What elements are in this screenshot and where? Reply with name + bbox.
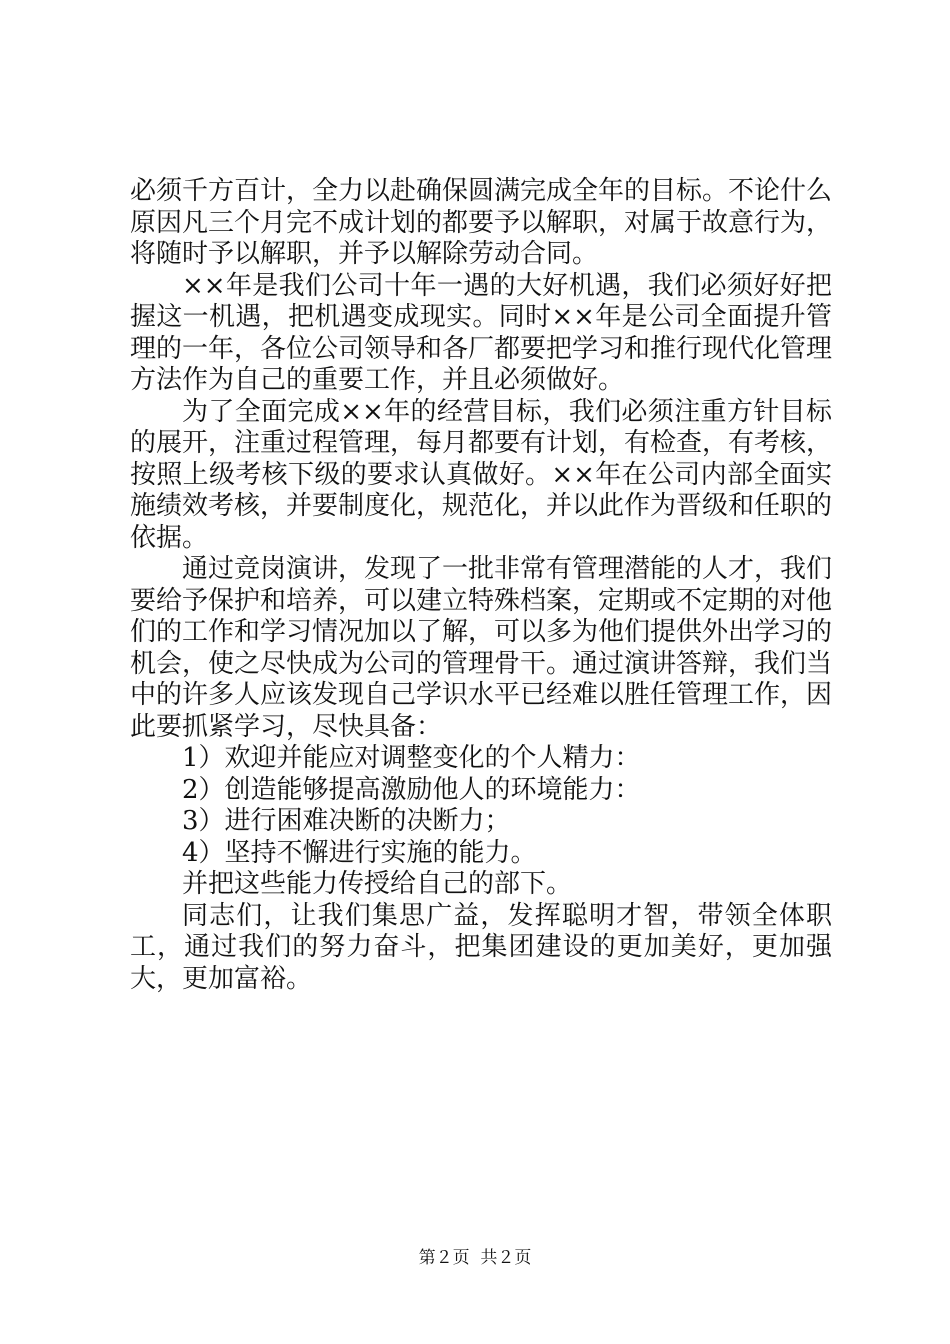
page-total: 共２页 bbox=[480, 1248, 532, 1268]
paragraph: 通过竞岗演讲，发现了一批非常有管理潜能的人才，我们要给予保护和培养，可以建立特殊档案，定期或不定期的对他们的工作和学习情况加以了解，可以多为他们提供外出学习的机会，使之尽快成为公司的管理骨干。通过演讲答辩，我们当中的许多人应该发现自己学识水平已经难以胜任管理工作，因此要抓紧学习，尽快具备： bbox=[130, 554, 833, 742]
paragraph: ××年是我们公司十年一遇的大好机遇，我们必须好好把握这一机遇，把机遇变成现实。同时××年是公司全面提升管理的一年，各位公司领导和各厂都要把学习和推行现代化管理方法作为自己的重要工作，并且必须做好。 bbox=[130, 270, 833, 395]
paragraph: 必须千方百计，全力以赴确保圆满完成全年的目标。不论什么原因凡三个月完不成计划的都要予以解职，对属于故意行为，将随时予以解职，并予以解除劳动合同。 bbox=[130, 176, 833, 269]
document-body bbox=[130, 176, 832, 995]
page-number: 第２页 bbox=[418, 1248, 470, 1268]
list-item: 4）坚持不懈进行实施的能力。 bbox=[182, 837, 537, 868]
paragraph: 同志们，让我们集思广益，发挥聪明才智，带领全体职工，通过我们的努力奋斗，把集团建设的更加美好，更加强大，更加富裕。 bbox=[130, 900, 832, 994]
list-item: 3）进行困难决断的决断力； bbox=[182, 806, 511, 836]
paragraph: 为了全面完成××年的经营目标，我们必须注重方针目标的展开，注重过程管理，每月都要有计划，有检查，有考核，按照上级考核下级的要求认真做好。××年在公司内部全面实施绩效考核，并要制度化，规范化，并以此作为晋级和任职的依据。 bbox=[130, 396, 833, 553]
paragraph: 并把这些能力传授给自己的部下。 bbox=[182, 869, 573, 899]
list-item: 2）创造能够提高激励他人的环境能力： bbox=[182, 774, 641, 805]
page-footer bbox=[0, 1243, 950, 1268]
list-item: 1）欢迎并能应对调整变化的个人精力： bbox=[182, 743, 641, 773]
